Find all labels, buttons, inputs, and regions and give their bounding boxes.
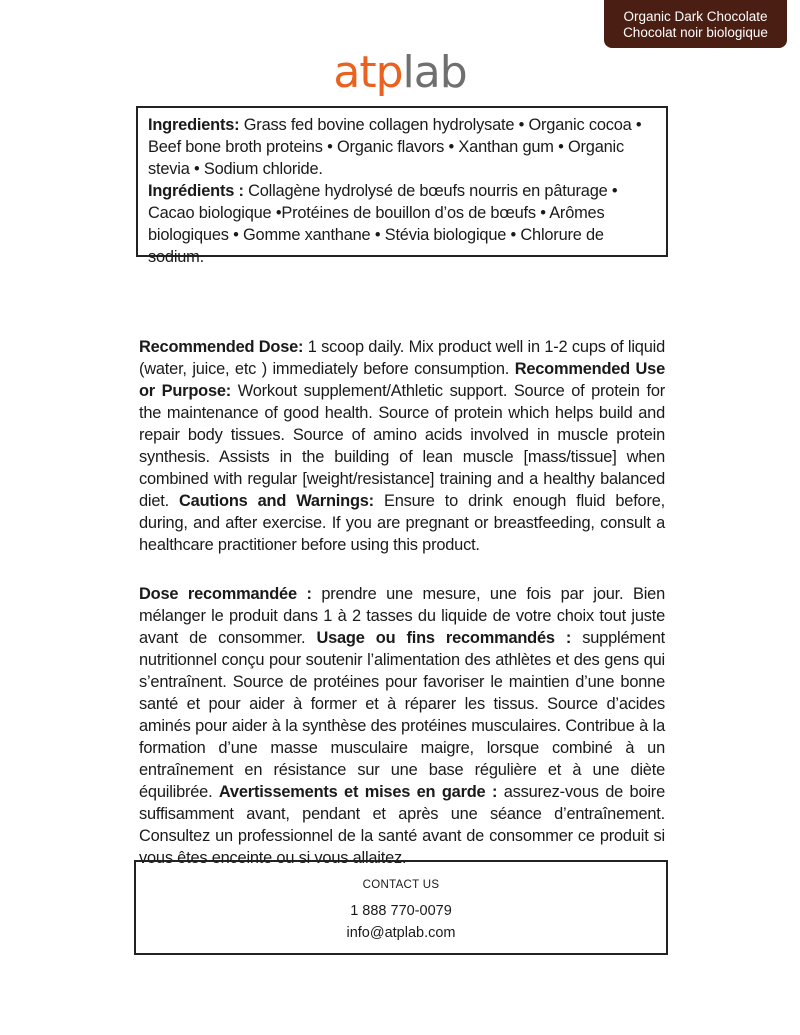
flavor-badge: [604, 0, 787, 48]
use-en-text: Workout supplement/Athletic support. Source of protein for the maintenance of good health. Source of protein which helps build and repair body tissues. Source of amino acids involved in muscle protein synthesis. Assists in the building of lean muscle [mass/tissue] when combined with regular [weight/resistance] training and a healthy balanced diet.: [139, 382, 665, 510]
warnings-fr-text: assurez-vous de boire suffisamment avant, pendant et après une séance d’entraînement. Consultez un professionnel de la santé avant de consommer ce produit si vous êtes enceinte ou si vous allaitez.: [139, 783, 665, 867]
brand-logo: [0, 48, 800, 98]
dose-en-text: 1 scoop daily. Mix product well in 1-2 cups of liquid (water, juice, etc ) immediately before consumption.: [139, 338, 665, 378]
dose-en-label: Recommended Dose:: [139, 338, 304, 356]
ingredients-fr-label: Ingrédients :: [148, 182, 244, 200]
ingredients-en-label: Ingredients:: [148, 116, 240, 134]
flavor-french: Chocolat noir biologique: [623, 25, 768, 40]
logo-part-atp: atp: [333, 47, 403, 98]
ingredients-fr-text: Collagène hydrolysé de bœufs nourris en pâturage • Cacao biologique •Protéines de bouillon d’os de bœufs • Arômes biologiques • Gomme xanthane • Stévia biologique • Chlorure de sodium.: [148, 182, 618, 266]
directions-french: [139, 583, 665, 869]
contact-email: info@atplab.com: [346, 925, 456, 941]
ingredients-english: [148, 114, 656, 180]
flavor-english: Organic Dark Chocolate: [623, 9, 768, 24]
cautions-en-text: Ensure to drink enough fluid before, during, and after exercise. If you are pregnant or breastfeeding, consult a healthcare practitioner before using this product.: [139, 492, 665, 554]
logo-part-lab: lab: [402, 47, 467, 98]
contact-title: CONTACT US: [362, 879, 440, 891]
dose-fr-label: Dose recommandée :: [139, 585, 312, 603]
ingredients-en-text: Grass fed bovine collagen hydrolysate • Organic cocoa • Beef bone broth proteins • Organic flavors • Xanthan gum • Organic stevia • Sodium chloride.: [148, 116, 642, 178]
use-fr-label: Usage ou fins recommandés :: [316, 629, 572, 647]
use-en-label: Recommended Use or Purpose:: [139, 360, 665, 400]
cautions-en-label: Cautions and Warnings:: [179, 492, 374, 510]
contact-phone: 1 888 770-0079: [350, 903, 452, 919]
directions-english: [139, 336, 665, 556]
warnings-fr-label: Avertissements et mises en garde :: [218, 783, 498, 801]
contact-panel: [134, 860, 668, 955]
dose-fr-text: prendre une mesure, une fois par jour. Bien mélanger le produit dans 1 à 2 tasses du liquide de votre choix tout juste avant de consommer.: [139, 585, 665, 647]
ingredients-panel: [136, 106, 668, 266]
ingredients-french: [148, 180, 656, 268]
use-fr-text: supplément nutritionnel conçu pour soutenir l’alimentation des athlètes et des gens qui s’entraînent. Source de protéines pour favoriser le maintien d’une bonne santé et pour aider à former et à réparer les tissus. Source d’acides aminés pour aider à la synthèse des protéines musculaires. Contribue à la formation d’une masse musculaire maigre, lorsque combiné à un entraînement en résistance sur une base régulière et à une diète équilibrée.: [139, 629, 666, 801]
